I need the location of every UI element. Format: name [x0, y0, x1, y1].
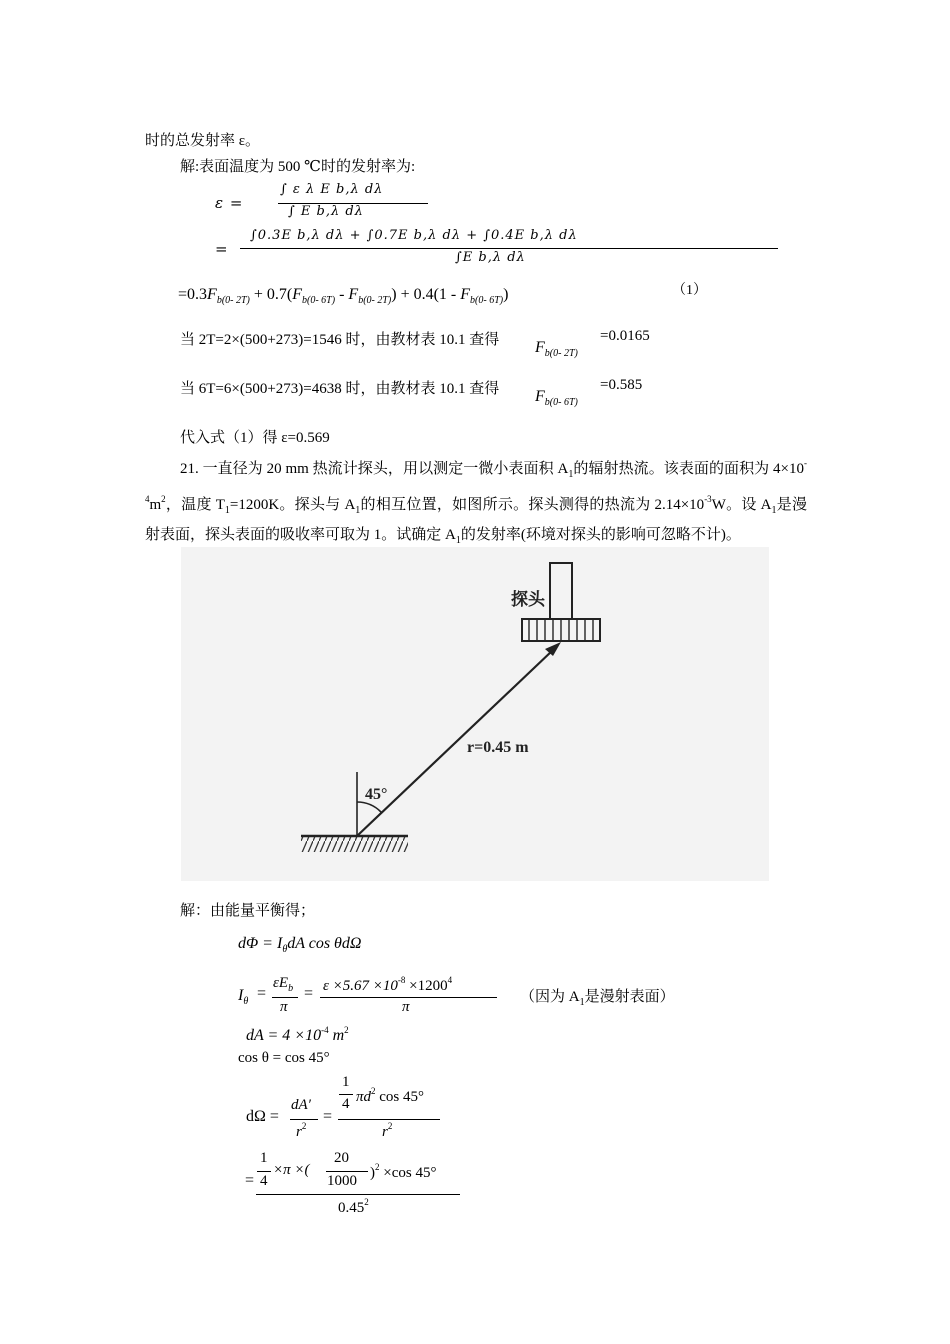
eq1-part-e: )	[503, 286, 509, 303]
eq6-frac-bar	[326, 1171, 368, 1172]
problem-21-text: 21. 一直径为 20 mm 热流计探头，用以测定一微小表面积 $A_1$的辐射热流。该表面的面积为 $4\times 10^{-4}m^2$，温度 $T_1=1200K$。探头与 $A_1$的相互位置，如图所示。探头测得的热流为 $2.14\times 10^{-3}W$。设 $A_1$是漫射表面，探头表面的吸收率可取为 1。试确定 $A_1$的发射率(环境对探头的影响可忽略不计)。	[145, 458, 808, 546]
F-sub-6T: b(0- 6T)	[544, 397, 578, 408]
eps-sum-numerator: ∫0.3E b,λ dλ + ∫0.7E b,λ dλ + ∫0.4E b,λ dλ	[250, 228, 578, 243]
eq2-note: （因为 $A_1$是漫射表面）	[520, 989, 675, 1008]
eq6-quarter-num: 1	[260, 1150, 268, 1166]
eq-cos: cos θ = cos 45°	[238, 1050, 330, 1066]
eps-def-numerator: ∫ ε λ E b,λ dλ	[280, 182, 384, 197]
eq6-main-bar	[256, 1194, 460, 1195]
eq2-frac1-numerator: $\varepsilon E_b$	[273, 975, 294, 994]
eq5-frac-bar	[290, 1119, 318, 1120]
F-sub-6T: b(0- 6T)	[470, 295, 504, 306]
probe-stem	[550, 563, 572, 619]
distance-label: r=0.45 m	[467, 739, 529, 756]
probe-head	[522, 619, 600, 641]
eq6-mid-b: )$^2$ ×cos 45°	[370, 1162, 437, 1181]
eq2-frac2-denominator: π	[402, 999, 410, 1015]
figure-svg	[181, 547, 769, 881]
eq2-lhs: $I_\theta$	[238, 987, 249, 1007]
eq6-denominator: 0.45$^2$	[338, 1197, 369, 1216]
F-6T-inline	[535, 388, 578, 408]
epsilon-symbol: ε =	[215, 194, 244, 212]
line-2T-value: =0.0165	[600, 328, 650, 344]
eq6-quarter-bar	[257, 1171, 271, 1172]
F-sub-6T: b(0- 6T)	[302, 295, 336, 306]
eps-equals-2: =	[215, 240, 229, 258]
solution1-lead: 解:表面温度为 500 ℃时的发射率为:	[180, 159, 416, 175]
intro-line: 时的总发射率 ε。	[145, 133, 261, 149]
eps-sum-fraction-bar	[240, 248, 778, 249]
eq5-denominator: $r^2$	[296, 1121, 307, 1140]
eq1-equals: =	[178, 286, 188, 303]
eq1-part-b: + 0.7(	[253, 286, 293, 303]
eps-def-denominator: ∫ E b,λ dλ	[288, 204, 364, 219]
probe-label: 探头	[511, 590, 545, 610]
eq6-mid-a: ×π ×(	[273, 1162, 310, 1178]
eps-sum-denominator: ∫E b,λ dλ	[455, 250, 526, 265]
F-symbol: F	[207, 286, 217, 303]
eq6-quarter-den: 4	[260, 1173, 268, 1189]
F-symbol: F	[535, 388, 545, 405]
eq5-numerator-2: $\pi d^2$ cos 45°	[356, 1086, 425, 1105]
equation-1	[178, 286, 508, 306]
eq2-equals-1: =	[257, 985, 267, 1002]
eq5-quarter-num: 1	[342, 1074, 350, 1090]
solution2-lead: 解：由能量平衡得；	[180, 903, 316, 919]
solution1-result: 代入式（1）得 ε=0.569	[180, 430, 330, 446]
angle-arc	[357, 802, 381, 812]
F-symbol: F	[535, 339, 545, 356]
line-6T-value: =0.585	[600, 377, 643, 393]
line-6T-text: 当 6T=6×(500+273)=4638 时，由教材表 10.1 查得	[180, 381, 500, 397]
eq5-numerator: dA′	[291, 1097, 311, 1113]
eq5-quarter-den: 4	[342, 1096, 350, 1112]
eq2-equals-2: =	[304, 985, 314, 1002]
eq5-denominator-2: $r^2$	[382, 1121, 393, 1140]
ground-hatch	[301, 836, 408, 852]
eq6-frac-den: 1000	[327, 1173, 357, 1189]
equation-number: （1）	[672, 283, 707, 298]
eq5-quarter-bar	[339, 1094, 353, 1095]
eq5-equals: =	[323, 1108, 333, 1125]
F-symbol: F	[348, 286, 359, 303]
eq5-frac2-bar	[338, 1119, 440, 1120]
line-2T-text: 当 2T=2×(500+273)=1546 时，由教材表 10.1 查得	[180, 332, 500, 348]
eq1-part-a: 0.3	[187, 286, 208, 303]
eq-flux: $d\Phi = I_\theta dA$ cos θdΩ	[238, 935, 362, 955]
eq2-frac1-bar	[272, 997, 298, 998]
eq1-part-d: ) + 0.4(1 -	[391, 286, 457, 303]
F-symbol: F	[460, 286, 471, 303]
eq6-equals: =	[245, 1172, 255, 1189]
eq2-frac2-bar	[320, 997, 497, 998]
F-symbol: F	[292, 286, 303, 303]
eq1-part-c: -	[339, 286, 345, 303]
eq2-frac2-numerator: $\varepsilon \times 5.67 \times 10^{-8} \times 1200^4$	[323, 975, 453, 994]
F-sub-2T: b(0- 2T)	[358, 295, 392, 306]
eq6-frac-num: 20	[334, 1150, 349, 1166]
angle-label: 45°	[365, 786, 388, 803]
eq-area: dA = $4 \times 10^{-4}$ $m^2$	[246, 1025, 349, 1044]
probe-geometry-figure	[181, 547, 769, 881]
eq5-lhs: dΩ =	[246, 1108, 279, 1125]
F-sub-2T: b(0- 2T)	[216, 295, 250, 306]
eq2-frac1-denominator: π	[280, 999, 288, 1015]
F-2T-inline	[535, 339, 578, 359]
F-sub-2T: b(0- 2T)	[544, 348, 578, 359]
